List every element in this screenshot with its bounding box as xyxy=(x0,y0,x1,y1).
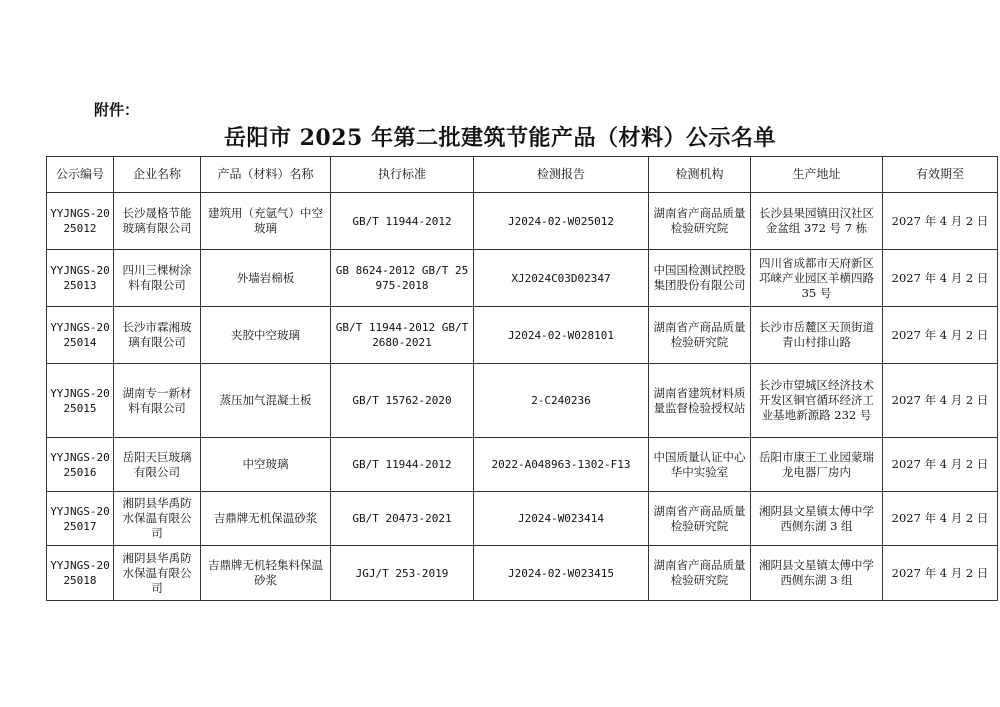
table-row xyxy=(47,546,998,601)
cell-product: 蒸压加气混凝土板 xyxy=(201,364,331,438)
cell-no: YYJNGS-2025012 xyxy=(47,193,114,250)
cell-standard: JGJ/T 253-2019 xyxy=(331,546,474,601)
cell-standard: GB/T 11944-2012 xyxy=(331,193,474,250)
cell-address: 湘阴县文星镇太傅中学西侧东湖 3 组 xyxy=(751,546,883,601)
cell-product: 吉鼎牌无机轻集料保温砂浆 xyxy=(201,546,331,601)
cell-no: YYJNGS-2025015 xyxy=(47,364,114,438)
cell-product: 吉鼎牌无机保温砂浆 xyxy=(201,492,331,546)
cell-address: 湘阴县文星镇太傅中学西侧东湖 3 组 xyxy=(751,492,883,546)
attachment-label: 附件： xyxy=(94,101,140,119)
cell-agency: 中国质量认证中心华中实验室 xyxy=(649,438,751,492)
cell-valid: 2027 年 4 月 2 日 xyxy=(883,250,998,307)
header-cell: 检测报告 xyxy=(474,157,649,193)
header-cell: 公示编号 xyxy=(47,157,114,193)
cell-valid: 2027 年 4 月 2 日 xyxy=(883,546,998,601)
cell-report: J2024-02-W023415 xyxy=(474,546,649,601)
table-row xyxy=(47,438,998,492)
cell-valid: 2027 年 4 月 2 日 xyxy=(883,307,998,364)
cell-product: 外墙岩棉板 xyxy=(201,250,331,307)
cell-standard: GB/T 11944-2012 GB/T 2680-2021 xyxy=(331,307,474,364)
cell-valid: 2027 年 4 月 2 日 xyxy=(883,438,998,492)
header-cell: 检测机构 xyxy=(649,157,751,193)
cell-valid: 2027 年 4 月 2 日 xyxy=(883,193,998,250)
cell-no: YYJNGS-2025017 xyxy=(47,492,114,546)
cell-company: 岳阳天巨玻璃有限公司 xyxy=(114,438,201,492)
cell-report: 2022-A048963-1302-F13 xyxy=(474,438,649,492)
cell-agency: 湖南省产商品质量检验研究院 xyxy=(649,546,751,601)
cell-report: J2024-02-W025012 xyxy=(474,193,649,250)
document-title: 岳阳市 2025 年第二批建筑节能产品（材料）公示名单 xyxy=(223,125,777,151)
cell-address: 岳阳市康王工业园蒙瑞龙电器厂房内 xyxy=(751,438,883,492)
cell-company: 湘阴县华禹防水保温有限公司 xyxy=(114,492,201,546)
header-cell: 生产地址 xyxy=(751,157,883,193)
cell-company: 长沙晟格节能玻璃有限公司 xyxy=(114,193,201,250)
cell-address: 长沙市岳麓区天顶街道青山村排山路 xyxy=(751,307,883,364)
cell-standard: GB 8624-2012 GB/T 25975-2018 xyxy=(331,250,474,307)
cell-standard: GB/T 15762-2020 xyxy=(331,364,474,438)
cell-company: 四川三棵树涂料有限公司 xyxy=(114,250,201,307)
table-row xyxy=(47,193,998,250)
cell-agency: 湖南省建筑材料质量监督检验授权站 xyxy=(649,364,751,438)
cell-no: YYJNGS-2025014 xyxy=(47,307,114,364)
header-cell: 执行标准 xyxy=(331,157,474,193)
cell-address: 长沙市望城区经济技术开发区铜官循环经济工业基地新源路 232 号 xyxy=(751,364,883,438)
cell-company: 长沙市霖湘玻璃有限公司 xyxy=(114,307,201,364)
cell-company: 湖南专一新材料有限公司 xyxy=(114,364,201,438)
publicity-table xyxy=(46,156,998,601)
cell-address: 四川省成都市天府新区邛崃产业园区羊横四路 35 号 xyxy=(751,250,883,307)
cell-product: 中空玻璃 xyxy=(201,438,331,492)
cell-standard: GB/T 20473-2021 xyxy=(331,492,474,546)
header-cell: 产品（材料）名称 xyxy=(201,157,331,193)
cell-agency: 中国国检测试控股集团股份有限公司 xyxy=(649,250,751,307)
cell-agency: 湖南省产商品质量检验研究院 xyxy=(649,307,751,364)
header-cell: 企业名称 xyxy=(114,157,201,193)
table-row xyxy=(47,492,998,546)
cell-report: J2024-W023414 xyxy=(474,492,649,546)
cell-agency: 湖南省产商品质量检验研究院 xyxy=(649,492,751,546)
cell-agency: 湖南省产商品质量检验研究院 xyxy=(649,193,751,250)
cell-valid: 2027 年 4 月 2 日 xyxy=(883,364,998,438)
cell-report: 2-C240236 xyxy=(474,364,649,438)
cell-valid: 2027 年 4 月 2 日 xyxy=(883,492,998,546)
cell-no: YYJNGS-2025016 xyxy=(47,438,114,492)
cell-no: YYJNGS-2025013 xyxy=(47,250,114,307)
cell-no: YYJNGS-2025018 xyxy=(47,546,114,601)
header-cell: 有效期至 xyxy=(883,157,998,193)
table-row xyxy=(47,364,998,438)
cell-report: XJ2024C03D02347 xyxy=(474,250,649,307)
table-row xyxy=(47,250,998,307)
cell-product: 建筑用（充氩气）中空玻璃 xyxy=(201,193,331,250)
cell-address: 长沙县果园镇田汉社区金盆组 372 号 7 栋 xyxy=(751,193,883,250)
table-header-row xyxy=(47,157,998,193)
cell-standard: GB/T 11944-2012 xyxy=(331,438,474,492)
cell-report: J2024-02-W028101 xyxy=(474,307,649,364)
cell-product: 夹胶中空玻璃 xyxy=(201,307,331,364)
table-row xyxy=(47,307,998,364)
cell-company: 湘阴县华禹防水保温有限公司 xyxy=(114,546,201,601)
